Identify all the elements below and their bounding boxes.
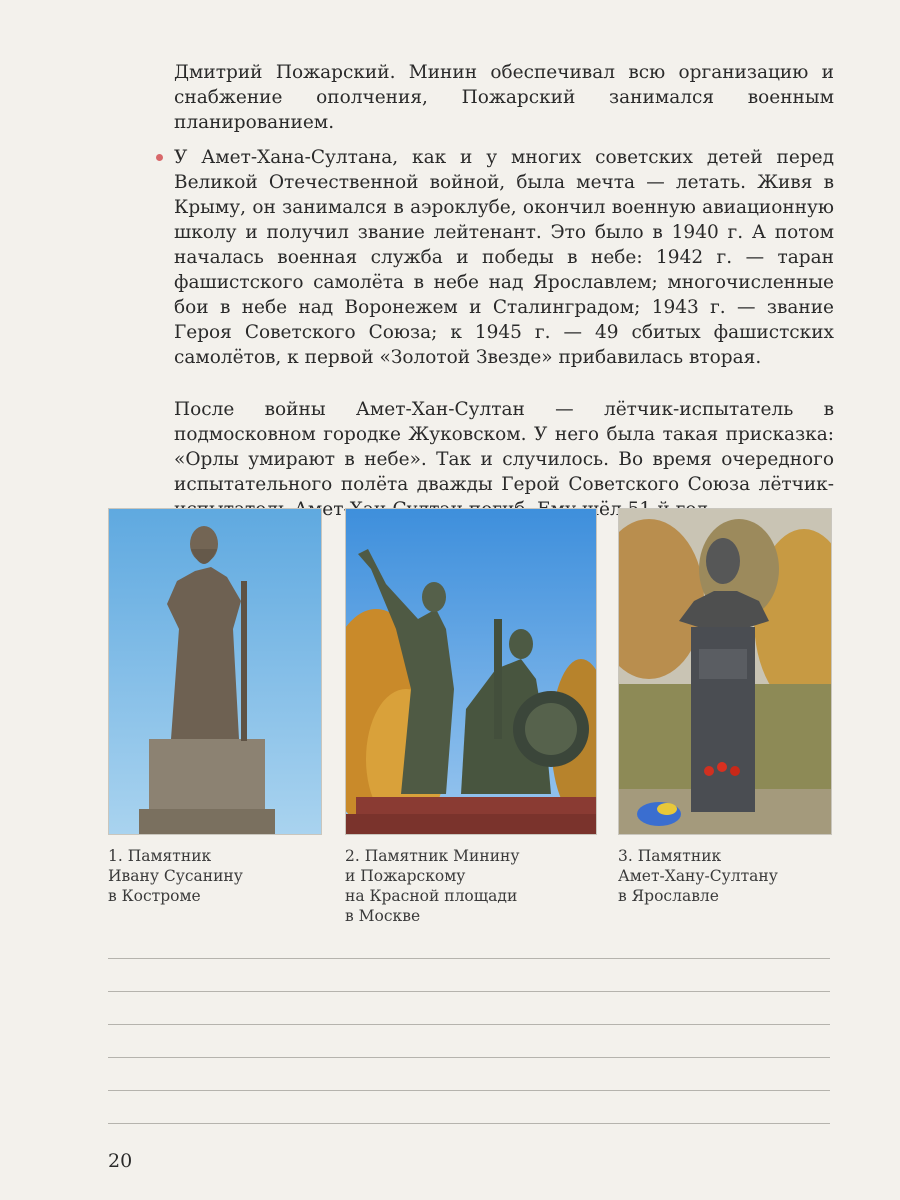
caption-line: 2. Памятник Минину (345, 847, 520, 865)
caption-line: Ивану Сусанину (108, 867, 243, 885)
photo-minin-pozharsky-monument (345, 508, 597, 835)
writing-line[interactable] (108, 991, 830, 992)
paragraph-amet-khan-dream: У Амет-Хана-Султана, как и у многих советских детей перед Великой Отечественной войной, была мечта — летать. Живя в Крыму, он занимался в аэроклубе, окончил военную авиационную школу и получил звание лейтенант. Это было в 1940 г. А потом началась военная служба и победы в небе: 1942 г. — таран фашистского самолёта в небе над Ярославлем; многочисленные бои в небе над Воронежем и Сталинградом; 1943 г. — звание Героя Советского Союза; к 1945 г. — 49 сбитых фашистских самолётов, к первой «Золотой Звезде» прибавилась вторая. (174, 147, 834, 368)
caption-line: и Пожарскому (345, 867, 466, 885)
paragraph-amet-khan-test-pilot: После войны Амет-Хан-Султан — лётчик-испытатель в подмосковном городке Жуковском. У него была такая присказка: «Орлы умирают в небе». Так и случилось. Во время очередного испытательного полёта дважды Герой Советского Союза лётчик- шёл (174, 399, 834, 520)
caption-photo-3 (618, 846, 848, 906)
caption-photo-2 (345, 846, 575, 926)
photo-amet-khan-sultan-monument (618, 508, 832, 835)
photo-susanin-monument (108, 508, 322, 835)
caption-photo-1 (108, 846, 338, 906)
writing-line[interactable] (108, 1024, 830, 1025)
writing-line[interactable] (108, 1057, 830, 1058)
caption-line: в Москве (345, 907, 421, 925)
caption-line: в Ярославле (618, 887, 719, 905)
bullet-marker (156, 154, 163, 161)
caption-line: Амет-Хану-Султану (618, 867, 778, 885)
caption-line: 1. Памятник (108, 847, 212, 865)
paragraph-pozharsky: Дмитрий Пожарский. Минин обеспечивал всю организацию и снабжение ополчения, Пожарский занимался военным планированием. (174, 62, 834, 133)
writing-line[interactable] (108, 1090, 830, 1091)
caption-line: 3. Памятник (618, 847, 722, 865)
writing-line[interactable] (108, 1123, 830, 1124)
writing-line[interactable] (108, 958, 830, 959)
caption-line: в Костроме (108, 887, 201, 905)
caption-line: на Красной площади (345, 887, 518, 905)
page-number: 20 (108, 1150, 133, 1172)
